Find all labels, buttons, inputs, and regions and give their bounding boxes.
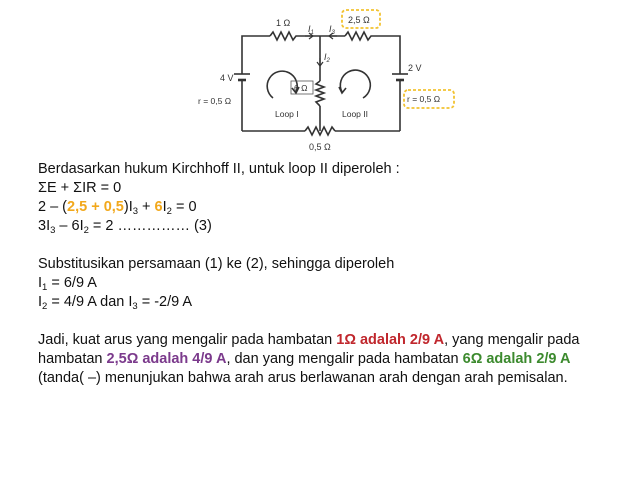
label-r-right: r = 0,5 Ω — [407, 94, 441, 104]
label-4v: 4 V — [220, 73, 234, 83]
text-line-6: $I_1 = 6/9$ A — [38, 275, 97, 293]
label-i1: $I_1$ — [308, 24, 314, 36]
text-line-1: Berdasarkan hukum Kirchhoff II, untuk loop II diperoleh : — [38, 161, 400, 177]
result-6ohm: 6Ω adalah 2/9 A — [462, 351, 571, 367]
label-2v: 2 V — [408, 63, 422, 73]
solution-text — [38, 160, 618, 388]
loop2-arrow-icon — [340, 70, 370, 98]
label-bottom-ohm: 0,5 Ω — [309, 142, 331, 152]
label-r-left: r = 0,5 Ω — [198, 96, 232, 106]
label-6ohm: 6 Ω — [294, 83, 308, 93]
label-loop2: Loop II — [342, 109, 368, 119]
label-2-5ohm: 2,5 Ω — [348, 15, 370, 25]
text-line-4: $3I_3 - 6I_2 = 2$ …………… (3) — [38, 218, 212, 236]
conclusion-paragraph: Jadi, kuat arus yang mengalir pada hambatan 1Ω adalah 2/9 A, yang mengalir pada hambatan 2,5Ω adalah 4/9 A, dan yang mengalir pada hambatan 6Ω adalah 2/9 A (tanda( –) menunjukan bahwa arah arus berlawanan arah dengan arah pemisalan. — [38, 332, 580, 386]
circuit-diagram — [195, 6, 465, 156]
highlight-6: 6 — [154, 199, 163, 215]
label-i3: $I_3$ — [329, 24, 335, 36]
resistor-1ohm — [270, 32, 298, 40]
text-line-2: ΣE + ΣIR = 0 — [38, 180, 122, 196]
label-1ohm: 1 Ω — [276, 18, 291, 28]
label-i2: $I_2$ — [324, 52, 330, 64]
resistor-2-5ohm — [345, 32, 373, 40]
text-line-3: $2 - (2,5 + 0,5)I_3 + 6I_2 = 0$ — [38, 199, 197, 217]
arrow-i2-icon — [317, 58, 323, 66]
resistor-6ohm — [316, 81, 324, 106]
highlight-resistance-sum: 2,5 + 0,5 — [67, 199, 124, 215]
result-1ohm: 1Ω adalah 2/9 A — [336, 332, 445, 348]
label-loop1: Loop I — [275, 109, 299, 119]
text-line-7: $I_2 = 4/9$ A dan $I_3 = -2/9$ A — [38, 294, 193, 312]
text-line-5: Substitusikan persamaan (1) ke (2), sehingga diperoleh — [38, 256, 395, 272]
result-2-5ohm: 2,5Ω adalah 4/9 A — [106, 351, 227, 367]
